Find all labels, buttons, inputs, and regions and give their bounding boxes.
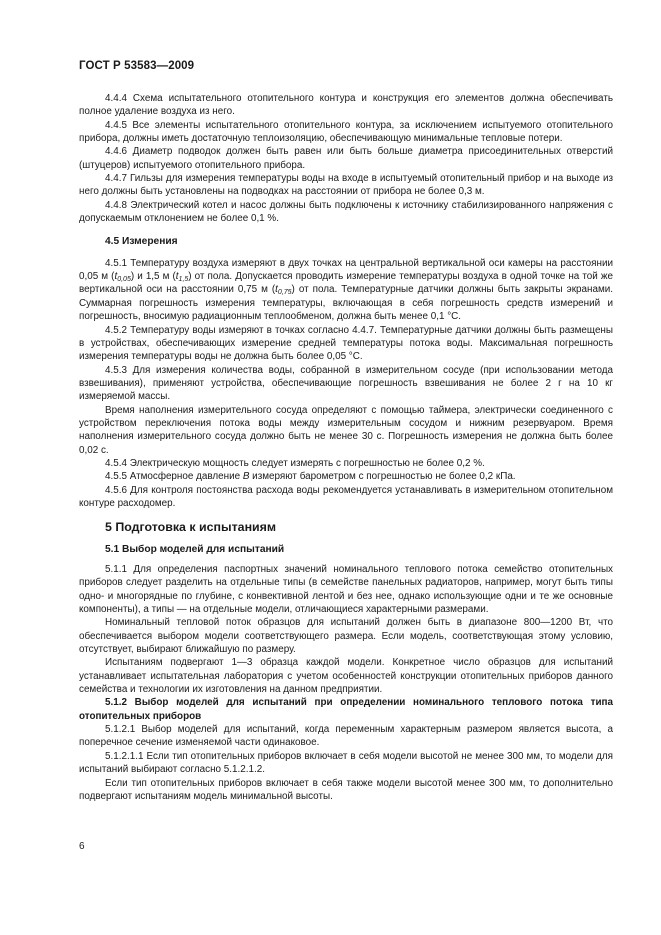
paragraph-4-5-3: 4.5.3 Для измерения количества воды, собранной в измерительном сосуде (при использовании метода взвешивания), применяют устройства, обеспечивающие погрешность взвешивания не более 2 г на 10 кг измеряемой массы. — [79, 364, 613, 403]
paragraph-4-5-1 — [79, 257, 613, 324]
section-heading-5: 5 Подготовка к испытаниям — [105, 520, 277, 535]
text-span: 4.5.1 Температуру воздуха измеряют в двух точках на центральной вертикальной оси камеры на расстоянии 0,05 м ( — [79, 257, 613, 283]
subsection-heading-5-1: 5.1 Выбор моделей для испытаний — [105, 543, 285, 555]
variable-t: t — [275, 284, 278, 296]
paragraph-4-4-5: 4.4.5 Все элементы испытательного отопительного контура, за исключением испытуемого отопительного прибора, должны иметь достаточную теплоизоляцию, обеспечивающую минимальные тепловые потери. — [79, 119, 613, 145]
text-span: ) от пола. Допускается проводить измерение температуры воздуха в одной точке на той же вертикальной оси на расстоянии 0,75 м ( — [79, 271, 613, 296]
text-span: ) и 1,5 м ( — [130, 271, 176, 283]
paragraph-5-1-1-samples: Испытаниям подвергают 1—3 образца каждой модели. Конкретное число образцов для испытаний устанавливает испытательная лаборатория с учетом особенностей конструкции отопительных приборов данного семейства и технологии их изготовления на данном предприятии. — [79, 657, 613, 696]
text-span: ) от пола. Температурные датчики должны быть закрыты экранами. Суммарная погрешность измерения температуры, включающая в себя погрешность средств измерений и погрешность, вносимую радиационным теплообменом, должна быть менее 0,1 °С. — [79, 284, 613, 323]
text-span: 4.5.5 Атмосферное давление — [105, 471, 243, 483]
paragraph-5-1-2-1-1-min-height: Если тип отопительных приборов включает в себя также модели высотой менее 300 мм, то дополнительно подвергают испытаниям модель минимальной высоты. — [79, 777, 613, 802]
text-span: измеряют барометром с погрешностью не более 0,2 кПа. — [249, 471, 516, 483]
paragraph-4-4-8: 4.4.8 Электрический котел и насос должны быть подключены к источнику стабилизированного напряжения с допускаемым отклонением не более 0,1 %. — [79, 199, 613, 225]
paragraph-4-5-2: 4.5.2 Температуру воды измеряют в точках согласно 4.4.7. Температурные датчики должны быть размещены в устройствах, обеспечивающих измерение средней температуры потока воды. Максимальная погрешность измерения температуры воды не должна быть более 0,05 °С. — [79, 324, 613, 363]
subsection-heading-5-1-2: 5.1.2 Выбор моделей для испытаний при определении номинального теплового потока типа отопительных приборов — [79, 697, 613, 722]
subscript: 0,75 — [277, 289, 292, 297]
paragraph-5-1-1-nominal-flow: Номинальный тепловой поток образцов для испытаний должен быть в диапазоне 800—1200 Вт, что обеспечивается выбором модели соответствующего размера. Если модель, соответствующая этому условию, отсутствует, выбирают ближайшую по размеру. — [79, 617, 613, 656]
paragraph-4-4-4: 4.4.4 Схема испытательного отопительного контура и конструкция его элементов должна обеспечивать полное удаление воздуха из него. — [79, 93, 613, 118]
variable-b: B — [242, 471, 250, 483]
variable-t: t — [114, 271, 118, 283]
paragraph-4-5-3-timer: Время наполнения измерительного сосуда определяют с помощью таймера, электрически соединенного с устройством переключения потока воды между измерительным сосудом и нижним резервуаром. Время наполнения измерительного сосуда должно быть не менее 30 с. Погрешность измерения не должна быть более 0,02 с. — [79, 404, 613, 456]
document-header: ГОСТ Р 53583—2009 — [79, 60, 195, 72]
page-number: 6 — [79, 841, 85, 852]
paragraph-4-4-7: 4.4.7 Гильзы для измерения температуры воды на входе в испытуемый отопительный прибор и на выходе из него должны быть установлены на подводках на расстоянии от прибора не более 0,3 м. — [79, 173, 613, 198]
paragraph-4-5-5 — [79, 470, 613, 483]
paragraph-4-5-4: 4.5.4 Электрическую мощность следует измерять с погрешностью не более 0,2 %. — [105, 457, 485, 469]
variable-t: t — [175, 271, 179, 283]
subscript: 1,5 — [178, 276, 189, 284]
page-body — [79, 92, 613, 803]
paragraph-5-1-1: 5.1.1 Для определения паспортных значений номинального теплового потока семейство отопительных приборов следует разделить на отдельные типы (в семействе панельных радиаторов, например, могут быть типы одно- и многорядные по глубине, с конвективной лентой и без нее, однако использующие одни и те же основные компоненты), а типы — на отдельные модели, отличающиеся характерными размерами. — [79, 564, 613, 616]
subscript: 0,05 — [117, 276, 131, 284]
section-heading-4-5: 4.5 Измерения — [105, 236, 178, 248]
paragraph-5-1-2-1-1: 5.1.2.1.1 Если тип отопительных приборов включает в себя модели высотой не менее 300 мм, то модели для испытаний выбирают согласно 5.1.2.1.2. — [79, 750, 613, 776]
paragraph-4-5-6: 4.5.6 Для контроля постоянства расхода воды рекомендуется устанавливать в измерительном отопительном контуре расходомер. — [79, 484, 613, 509]
paragraph-4-4-6: 4.4.6 Диаметр подводок должен быть равен или быть больше диаметра присоединительных отверстий (штуцеров) испытуемого отопительного прибора. — [79, 146, 613, 171]
paragraph-5-1-2-1: 5.1.2.1 Выбор моделей для испытаний, когда переменным характерным размером является высота, а поперечное сечение изменяемой части одинаковое. — [79, 724, 613, 749]
